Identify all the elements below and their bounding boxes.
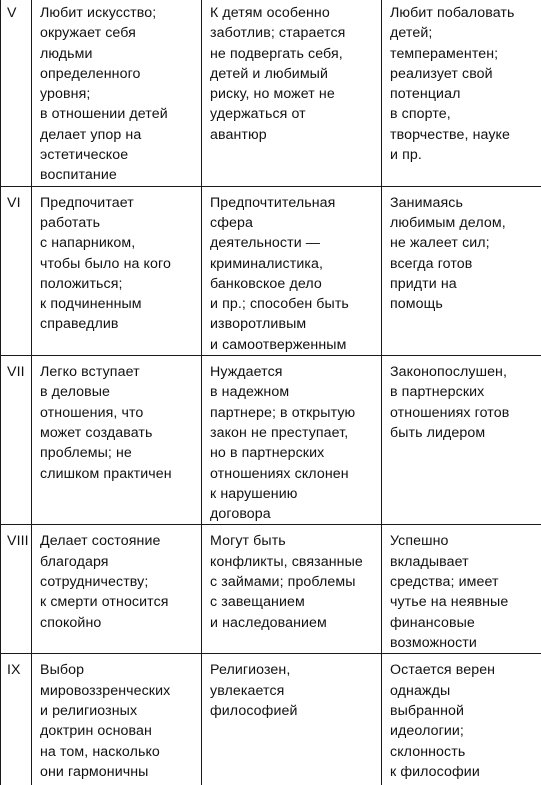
cell-text-line: философией [210,701,373,721]
row-number: VI [7,193,29,213]
cell-text-line: и пр.; способен быть [210,294,373,314]
row-number-cell [1,0,32,186]
cell-text-line: справедлив [40,314,193,334]
cell-text-line: Предпочтительная [210,193,373,213]
cell-text-line: средства; имеет [390,572,533,592]
row-number-cell [1,186,32,355]
cell-text-line: конфликты, связанные [210,552,373,572]
cell-text-line: делает упор на [40,125,193,145]
cell-text-line: увлекается [210,681,373,701]
cell-column-2 [202,0,382,186]
cell-text-line: Религиозен, [210,660,373,680]
cell-text-line: деятельности — [210,233,373,253]
cell-text-line: темпераментен; [390,44,533,64]
cell-column-3 [382,0,541,186]
cell-text-line: в спорте, [390,104,533,124]
row-number: VII [7,362,29,382]
cell-text-line: потенциал [390,84,533,104]
row-number: V [7,3,29,23]
cell-text-line: Законопослушен, [390,362,533,382]
row-number-cell [1,356,32,525]
table-row [1,186,541,355]
cell-text-line: Легко вступает [40,362,193,382]
cell-text-line: творчестве, науке [390,125,533,145]
cell-text-line: Могут быть [210,531,373,551]
cell-text-line: Делает состояние [40,531,193,551]
row-number-cell [1,525,32,654]
cell-text-line: Предпочитает [40,193,193,213]
cell-text-line: работать [40,213,193,233]
cell-text-line: придти на [390,274,533,294]
row-number: VIII [7,531,29,551]
cell-column-2 [202,654,382,785]
cell-text-line: положиться; [40,274,193,294]
cell-text-line: помощь [390,294,533,314]
cell-column-3 [382,654,541,785]
cell-text-line: с займами; проблемы [210,572,373,592]
cell-text-line: сотрудничеству; [40,572,193,592]
cell-text-line: Остается верен [390,660,533,680]
cell-text-line: может создавать [40,423,193,443]
cell-text-line: благодаря [40,552,193,572]
cell-text-line: в отношении детей [40,104,193,124]
cell-text-line: в надежном [210,382,373,402]
cell-text-line: сфера [210,213,373,233]
cell-text-line: окружает себя [40,23,193,43]
cell-text-line: финансовые [390,613,533,633]
cell-text-line: с завещанием [210,592,373,612]
table-row [1,525,541,654]
cell-text-line: К детям особенно [210,3,373,23]
cell-text-line: отношениях склонен [210,464,373,484]
cell-text-line: людьми [40,44,193,64]
cell-text-line: партнере; в открытую [210,403,373,423]
cell-text-line: Нуждается [210,362,373,382]
cell-text-line: в партнерских [390,382,533,402]
cell-text-line: к подчиненным [40,294,193,314]
cell-text-line: к философии [390,762,533,782]
cell-column-1 [32,186,202,355]
table-body [1,0,541,785]
cell-text-line: уровня; [40,84,193,104]
cell-text-line: эстетическое [40,145,193,165]
cell-text-line: изворотливым [210,314,373,334]
row-number-cell [1,654,32,785]
cell-text-line: авантюр [210,125,373,145]
cell-text-line: спокойно [40,613,193,633]
cell-column-1 [32,356,202,525]
cell-text-line: но в партнерских [210,443,373,463]
cell-text-line: к смерти относится [40,592,193,612]
cell-text-line: доктрин основан [40,721,193,741]
cell-text-line: отношениях готов [390,403,533,423]
cell-text-line: определенного [40,64,193,84]
cell-text-line: чтобы было на кого [40,254,193,274]
cell-text-line: Выбор [40,660,193,680]
cell-text-line: склонность [390,742,533,762]
cell-text-line: они гармоничны [40,762,193,782]
cell-text-line: не подвергать себя, [210,44,373,64]
cell-column-1 [32,0,202,186]
cell-text-line: риску, но может не [210,84,373,104]
cell-text-line: и самоотверженным [210,335,373,355]
cell-column-3 [382,525,541,654]
cell-text-line: детей; [390,23,533,43]
cell-text-line: слишком практичен [40,464,193,484]
cell-text-line: закон не преступает, [210,423,373,443]
cell-text-line: к нарушению [210,484,373,504]
cell-column-2 [202,356,382,525]
cell-text-line: заботлив; старается [210,23,373,43]
cell-text-line: Любит искусство; [40,3,193,23]
cell-text-line: воспитание [40,165,193,185]
cell-text-line: реализует свой [390,64,533,84]
cell-column-1 [32,525,202,654]
table-row [1,0,541,186]
cell-text-line: мировоззренческих [40,681,193,701]
cell-text-line: договора [210,504,373,524]
cell-text-line: проблемы; не [40,443,193,463]
cell-text-line: Занимаясь [390,193,533,213]
cell-text-line: чутье на неявные [390,592,533,612]
cell-column-2 [202,525,382,654]
cell-text-line: и религиозных [40,701,193,721]
cell-text-line: удержаться от [210,104,373,124]
cell-text-line: всегда готов [390,254,533,274]
cell-text-line: однажды [390,681,533,701]
cell-text-line: в деловые [40,382,193,402]
cell-text-line: и наследованием [210,613,373,633]
cell-text-line: любимым делом, [390,213,533,233]
table-row [1,356,541,525]
cell-column-1 [32,654,202,785]
row-number: IX [7,660,29,680]
cell-text-line: не жалеет сил; [390,233,533,253]
cell-text-line: криминалистика, [210,254,373,274]
cell-text-line: детей и любимый [210,64,373,84]
cell-text-line: выбранной [390,701,533,721]
cell-column-2 [202,186,382,355]
cell-text-line: и пр. [390,145,533,165]
cell-text-line: банковское дело [210,274,373,294]
table-row [1,654,541,785]
cell-column-3 [382,356,541,525]
cell-text-line: вкладывает [390,552,533,572]
cell-text-line: Успешно [390,531,533,551]
cell-text-line: возможности [390,633,533,653]
cell-text-line: на том, насколько [40,742,193,762]
cell-text-line: быть лидером [390,423,533,443]
cell-text-line: отношения, что [40,403,193,423]
cell-text-line: с напарником, [40,233,193,253]
cell-text-line: Любит побаловать [390,3,533,23]
cell-column-3 [382,186,541,355]
cell-text-line: идеологии; [390,721,533,741]
